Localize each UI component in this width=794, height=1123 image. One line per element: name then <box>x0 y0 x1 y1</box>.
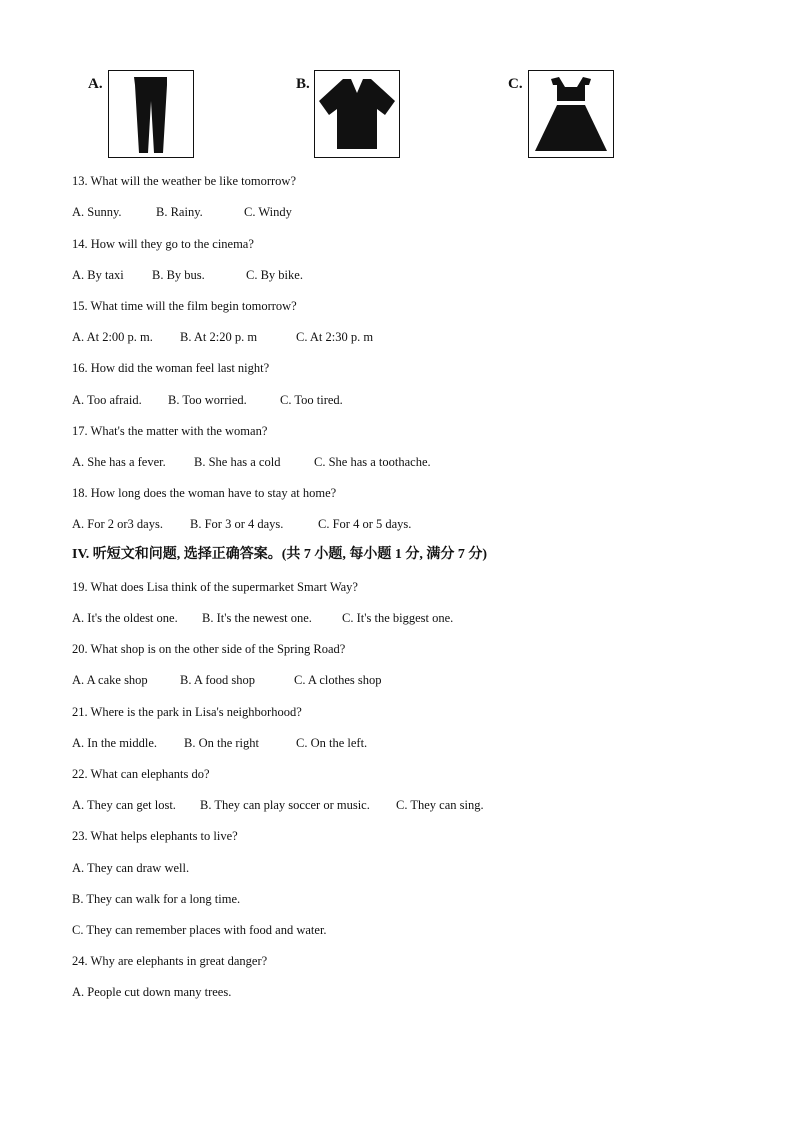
question-19: 19. What does Lisa think of the supermarket Smart Way? <box>72 580 358 594</box>
question-22: 22. What can elephants do? <box>72 767 210 781</box>
option-24-a: A. People cut down many trees. <box>72 985 232 999</box>
option-b: B. By bus. <box>152 268 205 282</box>
options-15 <box>72 329 373 345</box>
option-a: A. She has a fever. <box>72 455 166 469</box>
options-18 <box>72 516 411 532</box>
option-label: C. <box>508 76 523 92</box>
section-heading-iv: IV. 听短文和问题, 选择正确答案。(共 7 小题, 每小题 1 分, 满分 7 分) <box>72 547 488 562</box>
option-b: B. She has a cold <box>194 455 281 469</box>
option-b: B. Rainy. <box>156 205 203 219</box>
option-c: C. It's the biggest one. <box>342 611 454 625</box>
question-20: 20. What shop is on the other side of the Spring Road? <box>72 642 346 656</box>
option-c: C. Too tired. <box>280 393 343 407</box>
option-c: C. A clothes shop <box>294 673 382 687</box>
option-b: B. At 2:20 p. m <box>180 330 258 344</box>
options-21 <box>72 735 367 751</box>
options-13 <box>72 204 292 220</box>
option-a: A. A cake shop <box>72 673 148 687</box>
option-a: A. They can get lost. <box>72 798 176 812</box>
option-a: A. In the middle. <box>72 736 158 750</box>
options-22 <box>72 797 484 813</box>
option-b: B. On the right <box>184 736 259 750</box>
option-c: C. By bike. <box>246 268 303 282</box>
tshirt-icon <box>314 70 400 158</box>
question-16: 16. How did the woman feel last night? <box>72 361 270 375</box>
option-a: A. It's the oldest one. <box>72 611 178 625</box>
option-23-c: C. They can remember places with food and water. <box>72 923 327 937</box>
question-24: 24. Why are elephants in great danger? <box>72 954 268 968</box>
question-15: 15. What time will the film begin tomorrow? <box>72 299 297 313</box>
option-label: B. <box>296 76 310 92</box>
question-21: 21. Where is the park in Lisa's neighborhood? <box>72 705 302 719</box>
option-b: B. A food shop <box>180 673 256 687</box>
question-14: 14. How will they go to the cinema? <box>72 237 254 251</box>
option-c: C. They can sing. <box>396 798 484 812</box>
dress-icon <box>528 70 614 158</box>
option-a: A. Too afraid. <box>72 393 142 407</box>
option-b: B. It's the newest one. <box>202 611 312 625</box>
question-13: 13. What will the weather be like tomorrow? <box>72 174 297 188</box>
picture-options <box>84 68 624 160</box>
question-17: 17. What's the matter with the woman? <box>72 424 268 438</box>
option-c: C. On the left. <box>296 736 368 750</box>
option-c: C. Windy <box>244 205 292 219</box>
options-17 <box>72 454 431 470</box>
options-16 <box>72 392 343 408</box>
option-a: A. By taxi <box>72 268 124 282</box>
option-c: C. For 4 or 5 days. <box>318 517 412 531</box>
option-b: B. They can play soccer or music. <box>200 798 370 812</box>
option-b: B. For 3 or 4 days. <box>190 517 284 531</box>
options-19 <box>72 610 453 626</box>
option-b: B. Too worried. <box>168 393 247 407</box>
option-23-a: A. They can draw well. <box>72 861 190 875</box>
question-18: 18. How long does the woman have to stay at home? <box>72 486 337 500</box>
options-14 <box>72 267 303 283</box>
options-20 <box>72 672 382 688</box>
option-c: C. At 2:30 p. m <box>296 330 374 344</box>
option-label: A. <box>88 76 103 92</box>
question-23: 23. What helps elephants to live? <box>72 829 238 843</box>
trousers-icon <box>108 70 194 158</box>
option-23-b: B. They can walk for a long time. <box>72 892 241 906</box>
option-c: C. She has a toothache. <box>314 455 431 469</box>
option-a: A. At 2:00 p. m. <box>72 330 153 344</box>
option-a: A. Sunny. <box>72 205 122 219</box>
option-a: A. For 2 or3 days. <box>72 517 163 531</box>
